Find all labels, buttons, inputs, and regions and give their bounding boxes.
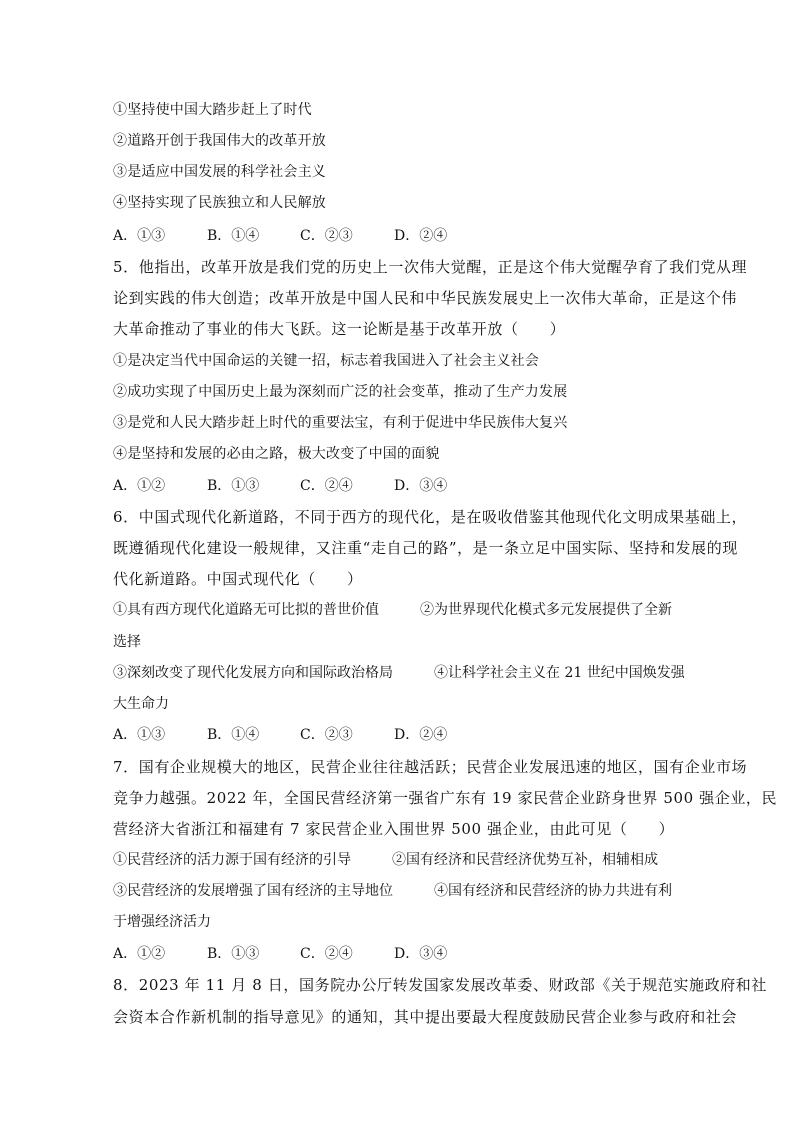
q5-answer-b: B．①③ [207,478,260,494]
q7-answer-d: D．③④ [394,946,448,962]
q4-option-3: ③是适应中国发展的科学社会主义 [113,164,326,180]
q6-option-4: ④让科学社会主义在 21 世纪中国焕发强 [434,665,685,681]
q5-stem-line-2: 论到实践的伟大创造；改革开放是中国人民和中华民族发展史上一次伟大革命，正是这个伟 [113,289,738,307]
q7-option-1: ①民营经济的活力源于国有经济的引导 [113,852,351,868]
q6-stem-line-1: 6．中国式现代化新道路，不同于西方的现代化，是在吸收借鉴其他现代化文明成果基础上， [113,508,748,526]
q7-stem-line-3: 营经济大省浙江和福建有 7 家民营企业入围世界 500 强企业，由此可见（ ） [113,820,675,838]
q5-option-3: ③是党和人民大踏步赶上时代的重要法宝，有利于促进中华民族伟大复兴 [113,415,568,431]
q5-option-4: ④是坚持和发展的必由之路，极大改变了中国的面貌 [113,446,440,462]
q6-answer-c: C．②③ [300,727,353,743]
q7-option-4-cont: 于增强经济活力 [113,914,211,930]
q4-option-1: ①坚持使中国大踏步赶上了时代 [113,102,312,118]
q7-answer-b: B．①③ [207,946,260,962]
q7-option-4: ④国有经济和民营经济的协力共进有利 [434,883,672,899]
q6-option-2: ②为世界现代化模式多元发展提供了全新 [420,602,672,618]
q5-answer-a: A．①② [113,478,166,494]
q6-stem-line-2: 既遵循现代化建设一般规律，又注重“走自己的路”，是一条立足中国实际、坚持和发展的现 [113,539,738,557]
q6-stem-line-3: 代化新道路。中国式现代化（ ） [113,570,363,588]
q8-stem-line-1: 8．2023 年 11 月 8 日，国务院办公厅转发国家发展改革委、财政部《关于规范实施政府和社 [113,976,767,994]
q5-stem-line-3: 大革命推动了事业的伟大飞跃。这一论断是基于改革开放（ ） [113,320,566,338]
q5-stem-line-1: 5．他指出，改革开放是我们党的历史上一次伟大觉醒，正是这个伟大觉醒孕育了我们党从理 [113,258,748,276]
q5-option-1: ①是决定当代中国命运的关键一招，标志着我国进入了社会主义社会 [113,353,539,369]
q6-answer-b: B．①④ [207,727,260,743]
q4-option-4: ④坚持实现了民族独立和人民解放 [113,195,326,211]
q5-answer-d: D．③④ [394,478,448,494]
q7-answer-a: A．①② [113,946,166,962]
q7-stem-line-1: 7．国有企业规模大的地区，民营企业往往越活跃；民营企业发展迅速的地区，国有企业市场 [113,758,748,776]
q7-option-2: ②国有经济和民营经济优势互补，相辅相成 [392,852,658,868]
q7-stem-line-2: 竞争力越强。2022 年，全国民营经济第一强省广东有 19 家民营企业跻身世界 500 强企业，民 [113,789,778,807]
q8-stem-line-2: 会资本合作新机制的指导意见》的通知，其中提出要最大程度鼓励民营企业参与政府和社会 [113,1008,738,1026]
q6-option-3: ③深刻改变了现代化发展方向和国际政治格局 [113,665,393,681]
q6-option-4-cont: 大生命力 [113,696,169,712]
q6-option-2-cont: 选择 [113,634,141,650]
q6-option-1: ①具有西方现代化道路无可比拟的普世价值 [113,602,379,618]
q5-answer-c: C．②④ [300,478,353,494]
q5-option-2: ②成功实现了中国历史上最为深刻而广泛的社会变革，推动了生产力发展 [113,384,568,400]
q4-answer-c: C．②③ [300,228,353,244]
q7-option-3: ③民营经济的发展增强了国有经济的主导地位 [113,883,393,899]
q4-answer-a: A．①③ [113,228,166,244]
q4-answer-b: B．①④ [207,228,260,244]
q4-answer-d: D．②④ [394,228,448,244]
q6-answer-a: A．①③ [113,727,166,743]
q7-answer-c: C．②④ [300,946,353,962]
q4-option-2: ②道路开创于我国伟大的改革开放 [113,133,326,149]
q6-answer-d: D．②④ [394,727,448,743]
